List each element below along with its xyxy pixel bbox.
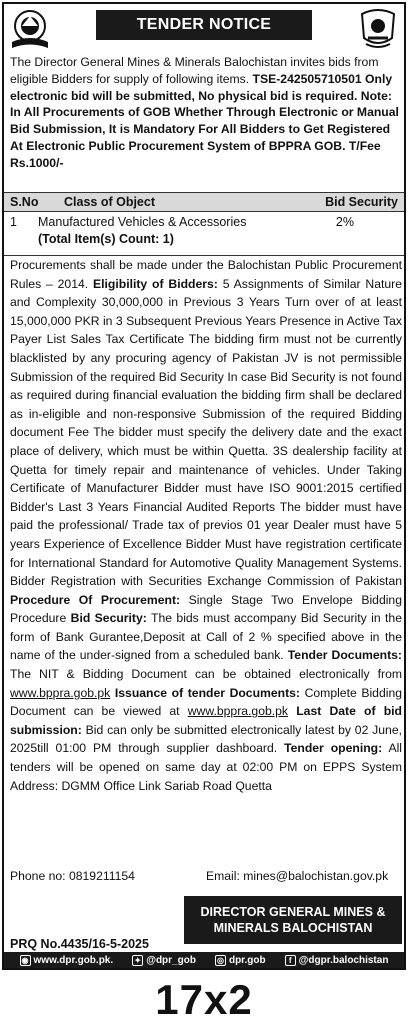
instagram-icon: ◎ (215, 955, 226, 966)
prq-number: PRQ No.4435/16-5-2025 (10, 937, 149, 951)
government-emblem-icon (8, 8, 52, 50)
intro-text: The Director General Mines & Minerals Balochistan invites bids from eligible Bidders for supply of following items. (10, 55, 379, 86)
contact-line (10, 869, 402, 883)
footer-facebook[interactable] (285, 955, 389, 966)
issuance-text: Complete Bidding Document can be viewed at (10, 685, 403, 719)
bppra-link[interactable]: www.bppra.gob.pk (10, 685, 111, 700)
electronic-bid-note: Only electronic bid will be submitted, No physical bid is required. Note: In All Procurements of GOB Whether Through Electronic or Manual Bid Submission, It is Mandatory For All Bidders to Get Registered At Electronic Public Procurement System of BPPRA GOB. (10, 71, 399, 153)
row-object: Manufactured Vehicles & Accessories (38, 215, 247, 229)
ad-size-label: 17x2 (155, 976, 253, 1023)
table-header (4, 192, 404, 212)
header-bid-security: Bid Security (325, 195, 398, 209)
items-table (4, 192, 404, 256)
header-class-of-object: Class of Object (64, 195, 155, 209)
footer-website-text: www.dpr.gob.pk. (33, 954, 114, 966)
procurement-rules: Procurements shall be made under the Balochistan Public Procurement Rules – 2014. (10, 258, 402, 291)
procedure-label: Procedure Of Procurement: (10, 592, 181, 607)
footer-website[interactable] (20, 955, 114, 966)
footer-instagram[interactable] (215, 955, 266, 966)
row-sno: 1 (10, 215, 17, 229)
tender-documents-label: Tender Documents: (287, 648, 402, 663)
facebook-icon: f (285, 955, 296, 966)
tender-fee: T/Fee Rs.1000/- (10, 138, 381, 170)
tender-body (10, 256, 402, 795)
table-row (4, 212, 404, 256)
last-date-label: Last Date of bid submission: (10, 704, 403, 737)
bid-security-label: Bid Security: (70, 611, 147, 626)
footer-instagram-text: dpr.gob (228, 954, 266, 966)
tender-advertisement (2, 2, 406, 970)
eligibility-label: Eligibility of Bidders: (93, 276, 218, 291)
eligibility-text: 5 Assignments of Similar Nature and Complexity 30,000,000 in Previous 3 Years Turn over of at least 15,000,000 PKR in 3 Subsequent Previous Years Presence in Active Tax Payer List Sales Tax Certificate The bidding firm must not be currently blacklisted by any procuring agency of Pakistan JV is not permissible Submission of the required Bid Security In case Bid Security is not found as required during financial evaluation the bidding firm shall be declared as in-eligible and non-responsive Submission of the required Bidding document Fee The bidder must specify the delivery date and the exact place of delivery, which must be within Quetta. 3S dealership facility at Quetta for timely repair and maintenance of vehicles. Under Taking Certificate of Manufacturer Bidder must have ISO 9001:2015 certified Bidder's Last 3 Years Financial Audited Reports The bidder must have paid the professional/ Trade tax of previos 01 year Dealer must have 5 years Experience of Excellence Bidder Must have registration certificate for International Standard for Automotive Quality Management Systems. Bidder Registration with Securities Exchange Commission of Pakistan (10, 276, 402, 589)
tse-number: TSE-242505710501 (252, 71, 362, 86)
tender-notice-title: TENDER NOTICE (96, 10, 312, 40)
tender-documents-text: The NIT & Bidding Document can be obtained electronically from (10, 667, 402, 682)
header (4, 4, 404, 54)
email-address: Email: mines@balochistan.gov.pk (206, 869, 389, 883)
globe-icon: ◉ (20, 955, 31, 966)
tender-opening-text: All tenders will be opened on same day at 02:00 PM on EPPS System Address: DGMM Office Link Sariab Road Quetta (10, 741, 403, 793)
tender-opening-label: Tender opening: (284, 741, 383, 756)
last-date-text: Bid can only be submitted electronically latest by 02 June, 2025till 01:00 PM through supplier dashboard. (10, 722, 402, 756)
signatory-line-1: DIRECTOR GENERAL MINES & (200, 905, 386, 919)
issuance-label: Issuance of tender Documents: (114, 685, 300, 700)
footer-twitter[interactable] (132, 955, 196, 966)
bid-security-text: The bids must accompany Bid Security in the form of Bank Gurantee,Deposit at Call of 2 % specified above in the name of the under-signed from a scheduled bank. (10, 611, 402, 663)
signature-block (184, 896, 402, 944)
footer-facebook-text: @dgpr.balochistan (298, 954, 389, 966)
phone-number: Phone no: 0819211154 (10, 869, 135, 883)
twitter-icon: ✦ (132, 955, 143, 966)
footer-twitter-text: @dpr_gob (146, 954, 196, 966)
bppra-link-2[interactable]: www.bppra.gob.pk (187, 704, 289, 719)
footer-bar (4, 952, 404, 968)
header-sno: S.No (10, 195, 39, 209)
total-items-count: (Total Item(s) Count: 1) (38, 232, 174, 246)
intro-paragraph (10, 54, 402, 172)
balochistan-seal-icon (356, 8, 400, 50)
procedure-text: Single Stage Two Envelope Bidding Procedure (10, 592, 402, 626)
signatory-line-2: MINERALS BALOCHISTAN (213, 921, 373, 935)
row-security: 2% (335, 215, 354, 229)
